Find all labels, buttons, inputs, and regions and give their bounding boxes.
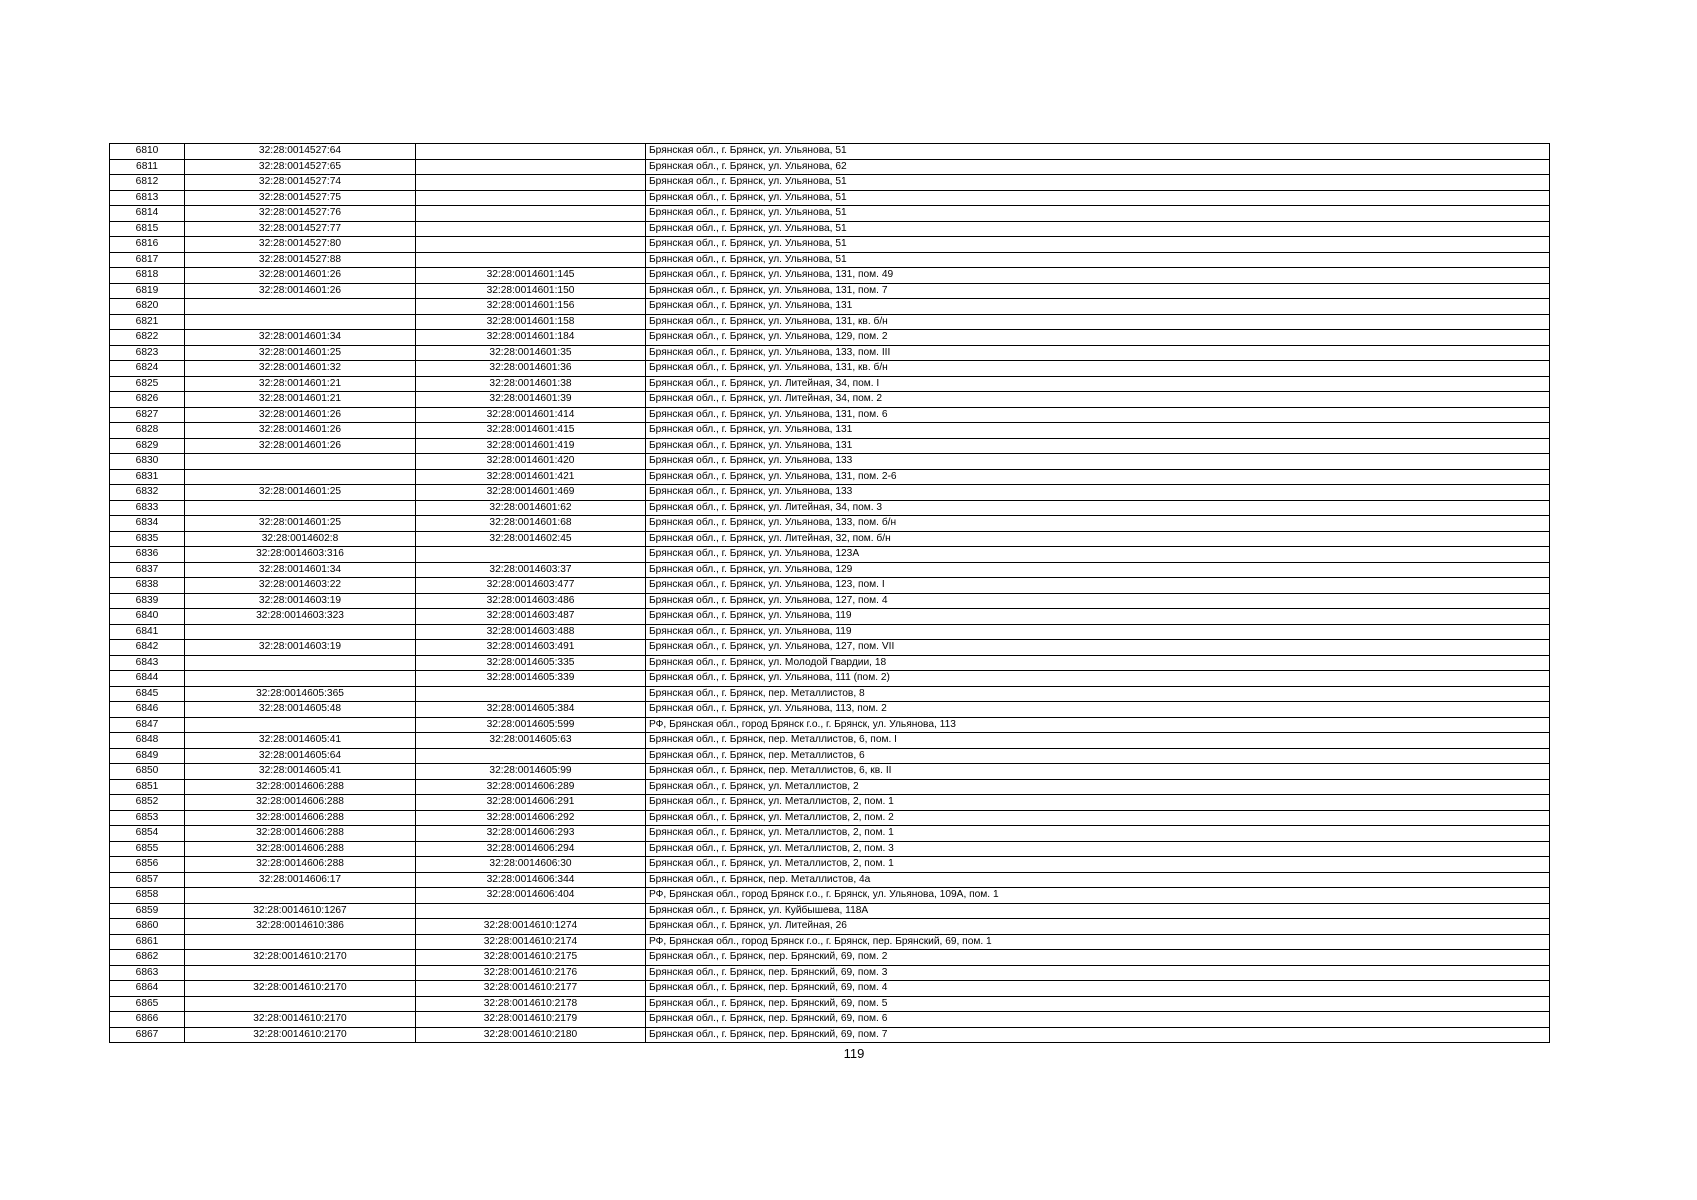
object-number-cell: 32:28:0014605:335 — [416, 655, 646, 671]
table-row — [110, 578, 1550, 594]
cadastral-number-cell: 32:28:0014610:2170 — [185, 1012, 416, 1028]
object-number-cell: 32:28:0014603:486 — [416, 593, 646, 609]
row-number-cell: 6826 — [110, 392, 185, 408]
table-row — [110, 748, 1550, 764]
address-cell: Брянская обл., г. Брянск, ул. Металлистов, 2, пом. 1 — [646, 857, 1550, 873]
cadastral-number-cell: 32:28:0014610:2170 — [185, 950, 416, 966]
cadastral-number-cell: 32:28:0014605:365 — [185, 686, 416, 702]
object-number-cell: 32:28:0014605:599 — [416, 717, 646, 733]
address-cell: Брянская обл., г. Брянск, ул. Ульянова, 113, пом. 2 — [646, 702, 1550, 718]
row-number-cell: 6849 — [110, 748, 185, 764]
address-cell: Брянская обл., г. Брянск, ул. Ульянова, 131 — [646, 299, 1550, 315]
table-row — [110, 454, 1550, 470]
cadastral-number-cell: 32:28:0014606:288 — [185, 826, 416, 842]
table-row — [110, 423, 1550, 439]
page-number: 119 — [843, 1046, 865, 1061]
cadastral-number-cell: 32:28:0014605:48 — [185, 702, 416, 718]
row-number-cell: 6839 — [110, 593, 185, 609]
object-number-cell: 32:28:0014601:158 — [416, 314, 646, 330]
table-row — [110, 764, 1550, 780]
object-number-cell — [416, 221, 646, 237]
cadastral-number-cell — [185, 314, 416, 330]
table-row — [110, 330, 1550, 346]
row-number-cell: 6865 — [110, 996, 185, 1012]
table-row — [110, 345, 1550, 361]
table-row — [110, 934, 1550, 950]
table-row — [110, 996, 1550, 1012]
address-cell: Брянская обл., г. Брянск, ул. Ульянова, 123А — [646, 547, 1550, 563]
address-cell: Брянская обл., г. Брянск, ул. Ульянова, 51 — [646, 175, 1550, 191]
object-number-cell — [416, 144, 646, 160]
object-number-cell: 32:28:0014601:38 — [416, 376, 646, 392]
object-number-cell: 32:28:0014606:292 — [416, 810, 646, 826]
address-cell: Брянская обл., г. Брянск, ул. Ульянова, 129 — [646, 562, 1550, 578]
row-number-cell: 6837 — [110, 562, 185, 578]
cadastral-number-cell: 32:28:0014601:32 — [185, 361, 416, 377]
object-number-cell: 32:28:0014601:39 — [416, 392, 646, 408]
table-row — [110, 826, 1550, 842]
row-number-cell: 6836 — [110, 547, 185, 563]
address-cell: Брянская обл., г. Брянск, ул. Ульянова, 133, пом. б/н — [646, 516, 1550, 532]
row-number-cell: 6855 — [110, 841, 185, 857]
object-number-cell: 32:28:0014606:293 — [416, 826, 646, 842]
table-row — [110, 562, 1550, 578]
cadastral-number-cell — [185, 717, 416, 733]
row-number-cell: 6835 — [110, 531, 185, 547]
address-cell: Брянская обл., г. Брянск, ул. Ульянова, 119 — [646, 609, 1550, 625]
address-cell: Брянская обл., г. Брянск, пер. Брянский, 69, пом. 5 — [646, 996, 1550, 1012]
row-number-cell: 6851 — [110, 779, 185, 795]
address-cell: Брянская обл., г. Брянск, пер. Металлистов, 4а — [646, 872, 1550, 888]
table-row — [110, 888, 1550, 904]
cadastral-number-cell — [185, 996, 416, 1012]
cadastral-number-cell — [185, 655, 416, 671]
address-cell: Брянская обл., г. Брянск, ул. Ульянова, 131, кв. б/н — [646, 361, 1550, 377]
cadastral-number-cell: 32:28:0014527:65 — [185, 159, 416, 175]
object-number-cell — [416, 903, 646, 919]
cadastral-number-cell: 32:28:0014606:17 — [185, 872, 416, 888]
cadastral-number-cell: 32:28:0014610:2170 — [185, 1027, 416, 1043]
cadastral-number-cell: 32:28:0014601:34 — [185, 562, 416, 578]
object-number-cell: 32:28:0014603:488 — [416, 624, 646, 640]
object-number-cell: 32:28:0014606:404 — [416, 888, 646, 904]
table-row — [110, 159, 1550, 175]
table-row — [110, 671, 1550, 687]
address-cell: Брянская обл., г. Брянск, пер. Брянский, 69, пом. 4 — [646, 981, 1550, 997]
row-number-cell: 6831 — [110, 469, 185, 485]
address-cell: Брянская обл., г. Брянск, ул. Ульянова, 51 — [646, 221, 1550, 237]
row-number-cell: 6810 — [110, 144, 185, 160]
cadastral-number-cell: 32:28:0014610:1267 — [185, 903, 416, 919]
row-number-cell: 6863 — [110, 965, 185, 981]
object-number-cell: 32:28:0014601:35 — [416, 345, 646, 361]
cadastral-number-cell: 32:28:0014605:41 — [185, 764, 416, 780]
address-cell: Брянская обл., г. Брянск, пер. Металлистов, 6, пом. I — [646, 733, 1550, 749]
object-number-cell: 32:28:0014601:156 — [416, 299, 646, 315]
object-number-cell: 32:28:0014603:491 — [416, 640, 646, 656]
table-row — [110, 469, 1550, 485]
table-row — [110, 950, 1550, 966]
address-cell: Брянская обл., г. Брянск, ул. Металлистов, 2, пом. 1 — [646, 795, 1550, 811]
row-number-cell: 6861 — [110, 934, 185, 950]
address-cell: Брянская обл., г. Брянск, ул. Ульянова, 111 (пом. 2) — [646, 671, 1550, 687]
row-number-cell: 6820 — [110, 299, 185, 315]
row-number-cell: 6850 — [110, 764, 185, 780]
cadastral-number-cell: 32:28:0014527:88 — [185, 252, 416, 268]
cadastral-number-cell: 32:28:0014605:64 — [185, 748, 416, 764]
object-number-cell — [416, 190, 646, 206]
address-cell: Брянская обл., г. Брянск, ул. Литейная, 26 — [646, 919, 1550, 935]
address-cell: Брянская обл., г. Брянск, ул. Ульянова, 127, пом. 4 — [646, 593, 1550, 609]
cadastral-number-cell: 32:28:0014601:26 — [185, 423, 416, 439]
row-number-cell: 6852 — [110, 795, 185, 811]
address-cell: Брянская обл., г. Брянск, ул. Литейная, 34, пом. 3 — [646, 500, 1550, 516]
table-row — [110, 407, 1550, 423]
row-number-cell: 6813 — [110, 190, 185, 206]
object-number-cell: 32:28:0014601:36 — [416, 361, 646, 377]
object-number-cell: 32:28:0014603:487 — [416, 609, 646, 625]
object-number-cell — [416, 206, 646, 222]
row-number-cell: 6822 — [110, 330, 185, 346]
address-cell: Брянская обл., г. Брянск, ул. Ульянова, 133 — [646, 454, 1550, 470]
cadastral-number-cell: 32:28:0014603:19 — [185, 640, 416, 656]
object-number-cell: 32:28:0014610:2178 — [416, 996, 646, 1012]
table-row — [110, 221, 1550, 237]
row-number-cell: 6830 — [110, 454, 185, 470]
row-number-cell: 6843 — [110, 655, 185, 671]
row-number-cell: 6862 — [110, 950, 185, 966]
address-cell: РФ, Брянская обл., город Брянск г.о., г. Брянск, ул. Ульянова, 109А, пом. 1 — [646, 888, 1550, 904]
object-number-cell: 32:28:0014605:99 — [416, 764, 646, 780]
cadastral-number-cell: 32:28:0014605:41 — [185, 733, 416, 749]
table-row — [110, 547, 1550, 563]
table-row — [110, 655, 1550, 671]
row-number-cell: 6819 — [110, 283, 185, 299]
table-row — [110, 903, 1550, 919]
row-number-cell: 6838 — [110, 578, 185, 594]
cadastral-number-cell: 32:28:0014610:386 — [185, 919, 416, 935]
table-row — [110, 702, 1550, 718]
row-number-cell: 6846 — [110, 702, 185, 718]
row-number-cell: 6829 — [110, 438, 185, 454]
object-number-cell: 32:28:0014601:414 — [416, 407, 646, 423]
cadastral-number-cell — [185, 624, 416, 640]
address-cell: Брянская обл., г. Брянск, ул. Металлистов, 2, пом. 3 — [646, 841, 1550, 857]
row-number-cell: 6827 — [110, 407, 185, 423]
object-number-cell: 32:28:0014610:2180 — [416, 1027, 646, 1043]
address-cell: Брянская обл., г. Брянск, ул. Ульянова, 131, пом. 2-6 — [646, 469, 1550, 485]
row-number-cell: 6812 — [110, 175, 185, 191]
row-number-cell: 6841 — [110, 624, 185, 640]
object-number-cell: 32:28:0014610:2176 — [416, 965, 646, 981]
address-cell: Брянская обл., г. Брянск, ул. Ульянова, 131, кв. б/н — [646, 314, 1550, 330]
object-number-cell — [416, 547, 646, 563]
object-number-cell: 32:28:0014601:419 — [416, 438, 646, 454]
table-row — [110, 640, 1550, 656]
object-number-cell — [416, 686, 646, 702]
address-cell: Брянская обл., г. Брянск, ул. Ульянова, 131 — [646, 438, 1550, 454]
row-number-cell: 6859 — [110, 903, 185, 919]
address-cell: Брянская обл., г. Брянск, ул. Ульянова, 131, пом. 7 — [646, 283, 1550, 299]
row-number-cell: 6864 — [110, 981, 185, 997]
table-row — [110, 717, 1550, 733]
table-row — [110, 392, 1550, 408]
table-row — [110, 190, 1550, 206]
cadastral-number-cell: 32:28:0014601:21 — [185, 392, 416, 408]
object-number-cell: 32:28:0014606:294 — [416, 841, 646, 857]
address-cell: Брянская обл., г. Брянск, пер. Металлистов, 8 — [646, 686, 1550, 702]
table-row — [110, 795, 1550, 811]
address-cell: Брянская обл., г. Брянск, ул. Ульянова, 51 — [646, 237, 1550, 253]
object-number-cell — [416, 252, 646, 268]
cadastral-number-cell: 32:28:0014527:80 — [185, 237, 416, 253]
cadastral-number-cell — [185, 671, 416, 687]
row-number-cell: 6823 — [110, 345, 185, 361]
table-row — [110, 438, 1550, 454]
object-number-cell: 32:28:0014601:421 — [416, 469, 646, 485]
object-number-cell: 32:28:0014606:291 — [416, 795, 646, 811]
table-row — [110, 314, 1550, 330]
cadastral-number-cell: 32:28:0014601:25 — [185, 485, 416, 501]
address-cell: Брянская обл., г. Брянск, ул. Ульянова, 131, пом. 6 — [646, 407, 1550, 423]
row-number-cell: 6832 — [110, 485, 185, 501]
row-number-cell: 6856 — [110, 857, 185, 873]
object-number-cell — [416, 175, 646, 191]
object-number-cell: 32:28:0014602:45 — [416, 531, 646, 547]
table-row — [110, 609, 1550, 625]
table-row — [110, 516, 1550, 532]
table-row — [110, 872, 1550, 888]
row-number-cell: 6858 — [110, 888, 185, 904]
address-cell: Брянская обл., г. Брянск, ул. Ульянова, 131 — [646, 423, 1550, 439]
row-number-cell: 6817 — [110, 252, 185, 268]
object-number-cell: 32:28:0014605:339 — [416, 671, 646, 687]
row-number-cell: 6824 — [110, 361, 185, 377]
cadastral-number-cell: 32:28:0014606:288 — [185, 810, 416, 826]
table-row — [110, 531, 1550, 547]
address-cell: Брянская обл., г. Брянск, ул. Литейная, 34, пом. I — [646, 376, 1550, 392]
table-row — [110, 206, 1550, 222]
cadastral-number-cell: 32:28:0014603:22 — [185, 578, 416, 594]
row-number-cell: 6840 — [110, 609, 185, 625]
cadastral-number-cell: 32:28:0014602:8 — [185, 531, 416, 547]
table-row — [110, 299, 1550, 315]
row-number-cell: 6834 — [110, 516, 185, 532]
cadastral-number-cell: 32:28:0014606:288 — [185, 857, 416, 873]
object-number-cell: 32:28:0014610:2175 — [416, 950, 646, 966]
object-number-cell: 32:28:0014601:469 — [416, 485, 646, 501]
object-number-cell — [416, 748, 646, 764]
cadastral-number-cell: 32:28:0014601:34 — [185, 330, 416, 346]
cadastral-number-cell — [185, 454, 416, 470]
object-number-cell: 32:28:0014606:30 — [416, 857, 646, 873]
address-cell: Брянская обл., г. Брянск, пер. Брянский, 69, пом. 3 — [646, 965, 1550, 981]
object-number-cell: 32:28:0014610:1274 — [416, 919, 646, 935]
address-cell: Брянская обл., г. Брянск, ул. Ульянова, 62 — [646, 159, 1550, 175]
object-number-cell: 32:28:0014606:344 — [416, 872, 646, 888]
object-number-cell: 32:28:0014601:420 — [416, 454, 646, 470]
object-number-cell: 32:28:0014601:145 — [416, 268, 646, 284]
object-number-cell: 32:28:0014605:63 — [416, 733, 646, 749]
table-row — [110, 686, 1550, 702]
table-row — [110, 593, 1550, 609]
table-row — [110, 144, 1550, 160]
cadastral-number-cell — [185, 888, 416, 904]
cadastral-number-cell: 32:28:0014610:2170 — [185, 981, 416, 997]
address-cell: Брянская обл., г. Брянск, пер. Брянский, 69, пом. 7 — [646, 1027, 1550, 1043]
object-number-cell: 32:28:0014605:384 — [416, 702, 646, 718]
address-cell: Брянская обл., г. Брянск, ул. Молодой Гвардии, 18 — [646, 655, 1550, 671]
cadastral-number-cell — [185, 934, 416, 950]
row-number-cell: 6867 — [110, 1027, 185, 1043]
table-row — [110, 1027, 1550, 1043]
address-cell: Брянская обл., г. Брянск, ул. Ульянова, 129, пом. 2 — [646, 330, 1550, 346]
table-row — [110, 810, 1550, 826]
row-number-cell: 6845 — [110, 686, 185, 702]
row-number-cell: 6854 — [110, 826, 185, 842]
cadastral-number-cell: 32:28:0014601:21 — [185, 376, 416, 392]
table-row — [110, 981, 1550, 997]
address-cell: РФ, Брянская обл., город Брянск г.о., г. Брянск, пер. Брянский, 69, пом. 1 — [646, 934, 1550, 950]
address-cell: Брянская обл., г. Брянск, ул. Ульянова, 51 — [646, 144, 1550, 160]
address-cell: Брянская обл., г. Брянск, ул. Ульянова, 51 — [646, 190, 1550, 206]
cadastral-number-cell: 32:28:0014527:77 — [185, 221, 416, 237]
address-cell: Брянская обл., г. Брянск, ул. Литейная, 32, пом. б/н — [646, 531, 1550, 547]
table-row — [110, 841, 1550, 857]
cadastral-number-cell: 32:28:0014527:76 — [185, 206, 416, 222]
object-number-cell: 32:28:0014601:415 — [416, 423, 646, 439]
row-number-cell: 6860 — [110, 919, 185, 935]
cadastral-number-cell: 32:28:0014603:19 — [185, 593, 416, 609]
row-number-cell: 6844 — [110, 671, 185, 687]
cadastral-number-cell: 32:28:0014601:26 — [185, 438, 416, 454]
cadastral-number-cell — [185, 965, 416, 981]
row-number-cell: 6811 — [110, 159, 185, 175]
address-cell: Брянская обл., г. Брянск, ул. Металлистов, 2, пом. 2 — [646, 810, 1550, 826]
row-number-cell: 6847 — [110, 717, 185, 733]
table-row — [110, 485, 1550, 501]
cadastral-number-cell: 32:28:0014603:316 — [185, 547, 416, 563]
table-row — [110, 268, 1550, 284]
object-number-cell: 32:28:0014606:289 — [416, 779, 646, 795]
address-cell: Брянская обл., г. Брянск, пер. Металлистов, 6 — [646, 748, 1550, 764]
cadastral-number-cell: 32:28:0014606:288 — [185, 795, 416, 811]
row-number-cell: 6814 — [110, 206, 185, 222]
object-number-cell: 32:28:0014610:2174 — [416, 934, 646, 950]
cadastral-number-cell — [185, 500, 416, 516]
object-number-cell: 32:28:0014610:2179 — [416, 1012, 646, 1028]
table-row — [110, 175, 1550, 191]
address-cell: Брянская обл., г. Брянск, ул. Ульянова, 123, пом. I — [646, 578, 1550, 594]
row-number-cell: 6857 — [110, 872, 185, 888]
address-cell: Брянская обл., г. Брянск, ул. Куйбышева, 118А — [646, 903, 1550, 919]
cadastral-number-cell: 32:28:0014527:75 — [185, 190, 416, 206]
row-number-cell: 6866 — [110, 1012, 185, 1028]
object-number-cell: 32:28:0014603:477 — [416, 578, 646, 594]
object-number-cell: 32:28:0014601:150 — [416, 283, 646, 299]
cadastral-number-cell — [185, 299, 416, 315]
row-number-cell: 6833 — [110, 500, 185, 516]
table-row — [110, 624, 1550, 640]
address-cell: РФ, Брянская обл., город Брянск г.о., г. Брянск, ул. Ульянова, 113 — [646, 717, 1550, 733]
cadastral-table — [109, 143, 1550, 1043]
row-number-cell: 6828 — [110, 423, 185, 439]
cadastral-number-cell: 32:28:0014601:26 — [185, 268, 416, 284]
object-number-cell — [416, 237, 646, 253]
cadastral-number-cell: 32:28:0014527:64 — [185, 144, 416, 160]
address-cell: Брянская обл., г. Брянск, ул. Ульянова, 51 — [646, 252, 1550, 268]
cadastral-number-cell: 32:28:0014601:25 — [185, 345, 416, 361]
row-number-cell: 6821 — [110, 314, 185, 330]
address-cell: Брянская обл., г. Брянск, ул. Ульянова, 133 — [646, 485, 1550, 501]
table-row — [110, 283, 1550, 299]
address-cell: Брянская обл., г. Брянск, ул. Ульянова, 131, пом. 49 — [646, 268, 1550, 284]
cadastral-number-cell: 32:28:0014603:323 — [185, 609, 416, 625]
row-number-cell: 6853 — [110, 810, 185, 826]
table-row — [110, 361, 1550, 377]
row-number-cell: 6848 — [110, 733, 185, 749]
object-number-cell: 32:28:0014601:68 — [416, 516, 646, 532]
address-cell: Брянская обл., г. Брянск, пер. Металлистов, 6, кв. II — [646, 764, 1550, 780]
table-row — [110, 965, 1550, 981]
object-number-cell: 32:28:0014601:62 — [416, 500, 646, 516]
address-cell: Брянская обл., г. Брянск, ул. Ульянова, 133, пом. III — [646, 345, 1550, 361]
object-number-cell — [416, 159, 646, 175]
object-number-cell: 32:28:0014610:2177 — [416, 981, 646, 997]
object-number-cell: 32:28:0014603:37 — [416, 562, 646, 578]
cadastral-number-cell: 32:28:0014601:26 — [185, 407, 416, 423]
object-number-cell: 32:28:0014601:184 — [416, 330, 646, 346]
table-row — [110, 252, 1550, 268]
address-cell: Брянская обл., г. Брянск, пер. Брянский, 69, пом. 6 — [646, 1012, 1550, 1028]
cadastral-number-cell: 32:28:0014527:74 — [185, 175, 416, 191]
row-number-cell: 6825 — [110, 376, 185, 392]
address-cell: Брянская обл., г. Брянск, ул. Литейная, 34, пом. 2 — [646, 392, 1550, 408]
table-row — [110, 919, 1550, 935]
cadastral-number-cell: 32:28:0014606:288 — [185, 779, 416, 795]
table-row — [110, 237, 1550, 253]
cadastral-number-cell: 32:28:0014601:26 — [185, 283, 416, 299]
row-number-cell: 6842 — [110, 640, 185, 656]
table-body — [110, 144, 1550, 1043]
table-row — [110, 500, 1550, 516]
table-row — [110, 376, 1550, 392]
table-row — [110, 779, 1550, 795]
table-row — [110, 857, 1550, 873]
row-number-cell: 6815 — [110, 221, 185, 237]
address-cell: Брянская обл., г. Брянск, ул. Ульянова, 51 — [646, 206, 1550, 222]
address-cell: Брянская обл., г. Брянск, ул. Металлистов, 2 — [646, 779, 1550, 795]
row-number-cell: 6818 — [110, 268, 185, 284]
address-cell: Брянская обл., г. Брянск, ул. Ульянова, 127, пом. VII — [646, 640, 1550, 656]
cadastral-number-cell: 32:28:0014606:288 — [185, 841, 416, 857]
address-cell: Брянская обл., г. Брянск, пер. Брянский, 69, пом. 2 — [646, 950, 1550, 966]
table-row — [110, 1012, 1550, 1028]
cadastral-number-cell: 32:28:0014601:25 — [185, 516, 416, 532]
cadastral-number-cell — [185, 469, 416, 485]
address-cell: Брянская обл., г. Брянск, ул. Ульянова, 119 — [646, 624, 1550, 640]
table-row — [110, 733, 1550, 749]
address-cell: Брянская обл., г. Брянск, ул. Металлистов, 2, пом. 1 — [646, 826, 1550, 842]
row-number-cell: 6816 — [110, 237, 185, 253]
